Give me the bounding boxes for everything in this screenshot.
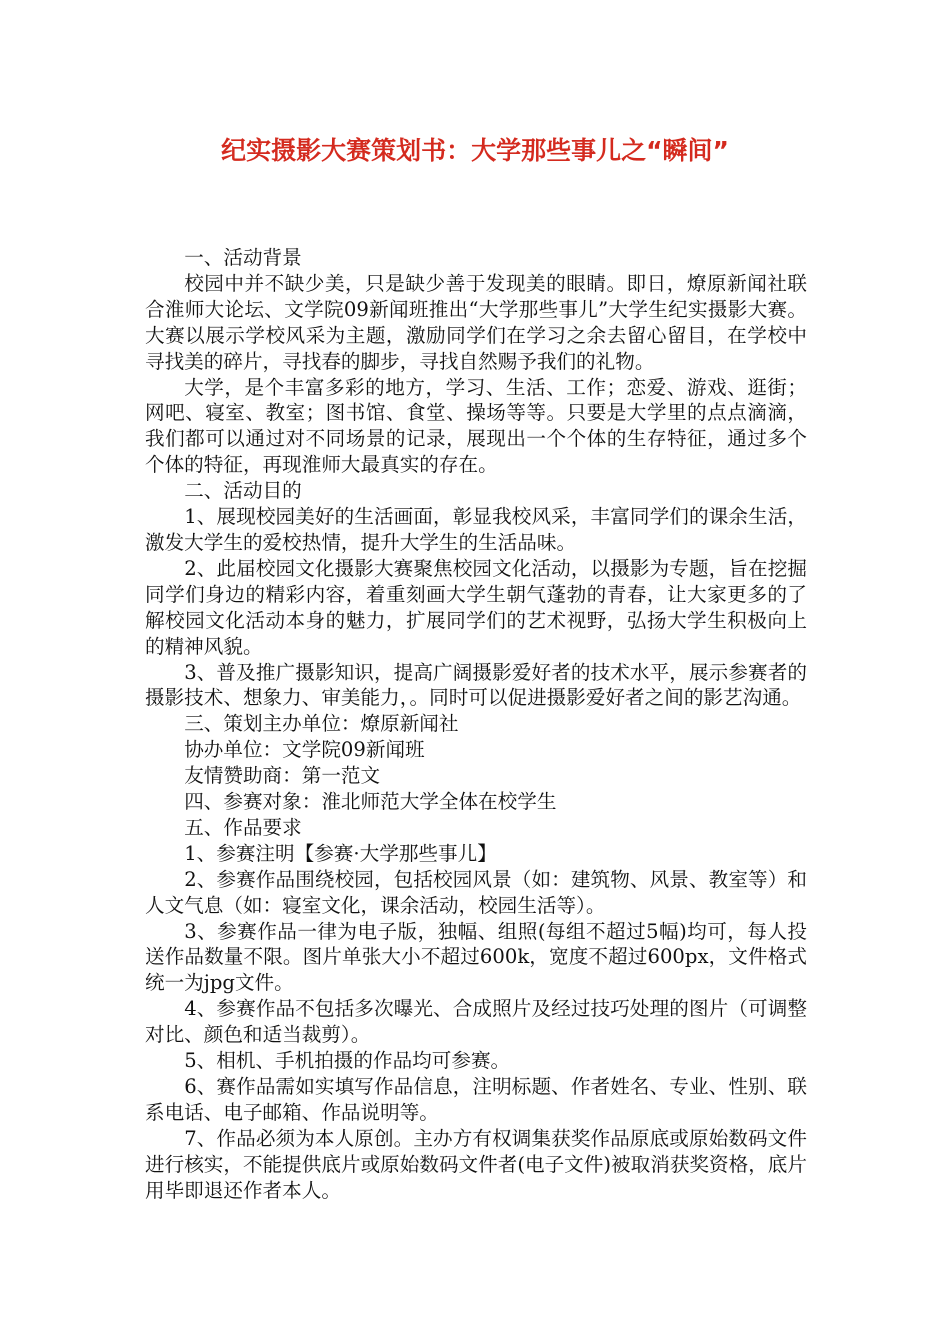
paragraph: 3、普及推广摄影知识，提高广阔摄影爱好者的技术水平，展示参赛者的摄影技术、想象力、审美能力，。同时可以促进摄影爱好者之间的影艺沟通。 xyxy=(145,660,807,710)
paragraph: 校园中并不缺少美，只是缺少善于发现美的眼睛。即日，燎原新闻社联合淮师大论坛、文学院09新闻班推出“大学那些事儿”大学生纪实摄影大赛。大赛以展示学校风采为主题，激励同学们在学习之余去留心留目，在学校中寻找美的碎片，寻找春的脚步，寻找自然赐予我们的礼物。 xyxy=(145,271,807,373)
paragraph: 5、相机、手机拍摄的作品均可参赛。 xyxy=(184,1049,511,1073)
document-body xyxy=(145,245,807,1204)
paragraph: 1、展现校园美好的生活画面，彰显我校风采，丰富同学们的课余生活，激发大学生的爱校热情，提升大学生的生活品味。 xyxy=(145,505,807,554)
section-heading-participants: 四、参赛对象：淮北师范大学全体在校学生 xyxy=(184,790,557,814)
section-heading-organizer: 三、策划主办单位：燎原新闻社 xyxy=(184,712,459,736)
paragraph: 6、赛作品需如实填写作品信息，注明标题、作者姓名、专业、性别、联系电话、电子邮箱、作品说明等。 xyxy=(145,1075,807,1124)
paragraph: 3、参赛作品一律为电子版，独幅、组照(每组不超过5幅)均可，每人投送作品数量不限。图片单张大小不超过600k，宽度不超过600px，文件格式统一为jpg文件。 xyxy=(145,919,807,995)
paragraph: 1、参赛注明【参赛·大学那些事儿】 xyxy=(184,841,497,865)
paragraph: 2、此届校园文化摄影大赛聚焦校园文化活动，以摄影为专题，旨在挖掘同学们身边的精彩内容，着重刻画大学生朝气蓬勃的青春，让大家更多的了解校园文化活动本身的魅力，扩展同学们的艺术视野，弘扬大学生积极向上的精神风貌。 xyxy=(145,556,807,658)
paragraph: 大学，是个丰富多彩的地方，学习、生活、工作；恋爱、游戏、逛街；网吧、寝室、教室；图书馆、食堂、操场等等。只要是大学里的点点滴滴，我们都可以通过对不同场景的记录，展现出一个个体的生存特征，通过多个个体的特征，再现淮师大最真实的存在。 xyxy=(145,375,807,477)
paragraph: 协办单位：文学院09新闻班 xyxy=(184,738,425,762)
paragraph: 2、参赛作品围绕校园，包括校园风景（如：建筑物、风景、教室等）和人文气息（如：寝室文化，课余活动，校园生活等）。 xyxy=(145,867,807,917)
paragraph: 4、参赛作品不包括多次曝光、合成照片及经过技巧处理的图片（可调整对比、颜色和适当裁剪）。 xyxy=(145,997,807,1047)
paragraph: 7、作品必须为本人原创。主办方有权调集获奖作品原底或原始数码文件进行核实，不能提供底片或原始数码文件者(电子文件)被取消获奖资格，底片用毕即退还作者本人。 xyxy=(145,1126,807,1202)
section-heading-background: 一、活动背景 xyxy=(184,246,302,269)
section-heading-requirements: 五、作品要求 xyxy=(184,815,302,839)
section-heading-purpose: 二、活动目的 xyxy=(184,479,302,503)
paragraph: 友情赞助商：第一范文 xyxy=(184,764,381,788)
document-title: 纪实摄影大赛策划书：大学那些事儿之“瞬间” xyxy=(221,136,729,165)
